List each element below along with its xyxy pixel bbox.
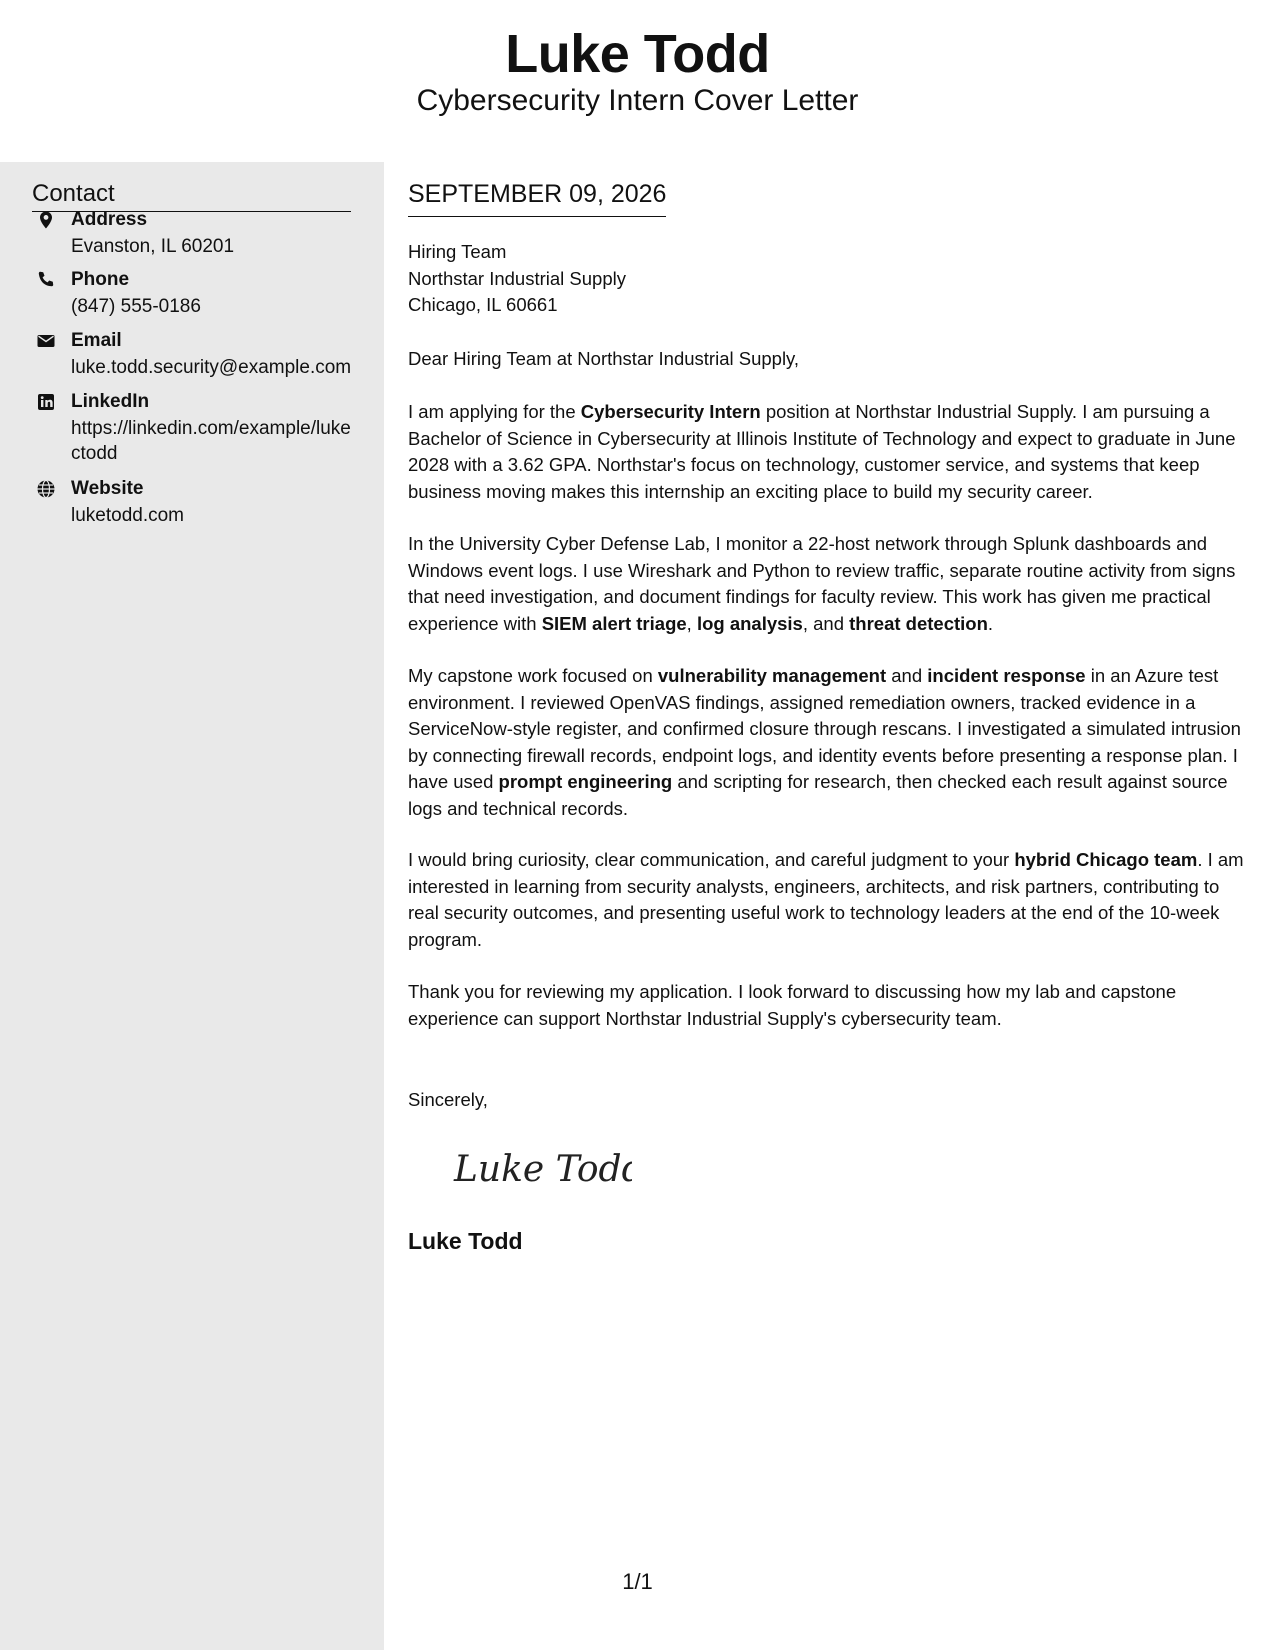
paragraph-text: position at Northstar Industrial Supply. I am pursuing a Bachelor of Science in Cybersecurity at Illinois Institute of Technology and expect to graduate in June 2028 with a 3.62 GPA. Northstar's focus on technology, customer service, and systems that keep business moving makes this internship an exciting place to build my security career. [408, 401, 1236, 502]
phone-icon [36, 270, 56, 290]
globe-icon [36, 479, 56, 499]
contact-heading: Contact [32, 178, 351, 212]
salutation: Dear Hiring Team at Northstar Industrial Supply, [408, 348, 800, 369]
contact-label: LinkedIn [71, 391, 150, 412]
bold-phrase: SIEM alert triage [541, 612, 687, 634]
paragraph-text: . I am interested in learning from security analysts, engineers, architects, and risk partners, contributing to real security outcomes, and presenting useful work to technology leaders at the end of the 10-week program. [408, 849, 1244, 950]
letter-header [0, 0, 1275, 160]
bold-phrase: incident response [927, 665, 1086, 686]
bold-phrase: threat detection [849, 612, 988, 634]
paragraph-text: in an Azure test environment. I reviewed OpenVAS findings, assigned remediation owners, tracked evidence in a ServiceNow-style register, and confirmed closure through rescans. I investigated a simulated intrusion by connecting firewall records, endpoint logs, and identity events before presenting a response plan. I have used [408, 665, 1241, 792]
bold-phrase: vulnerability management [657, 665, 887, 686]
paragraph-text: . [987, 612, 994, 634]
letter-paragraph [408, 399, 1253, 505]
contact-value: Evanston, IL 60201 [71, 236, 235, 257]
envelope-icon [36, 331, 56, 351]
applicant-name: Luke Todd [505, 24, 770, 84]
paragraph-text: I am applying for the [408, 401, 581, 422]
recipient-line: Northstar Industrial Supply [408, 267, 626, 289]
letter-paragraph [408, 663, 1253, 822]
closing: Sincerely, [408, 1089, 488, 1110]
contact-label: Address [71, 209, 148, 230]
recipient-block [408, 239, 626, 319]
paragraph-text: and scripting for research, then checked each result against source logs and technical records. [408, 771, 1228, 819]
signer-name: Luke Todd [408, 1228, 523, 1254]
contact-label: Email [71, 330, 122, 351]
letter-date: SEPTEMBER 09, 2026 [408, 178, 666, 217]
contact-sidebar [0, 162, 384, 1650]
contact-value[interactable]: luketodd.com [71, 505, 185, 526]
letter-paragraph [408, 531, 1253, 637]
paragraph-text: In the University Cyber Defense Lab, I monitor a 22-host network through Splunk dashboards and Windows event logs. I use Wireshark and Python to review traffic, separate routine activity from signs that need investigation, and document findings for faculty review. This work has given me practical experience with [408, 533, 1236, 634]
contact-value: (847) 555-0186 [71, 296, 201, 317]
contact-value[interactable]: luke.todd.security@example.com [71, 357, 352, 378]
letter-paragraph [408, 979, 1253, 1032]
paragraph-text: My capstone work focused on [408, 665, 658, 686]
recipient-line: Chicago, IL 60661 [408, 294, 558, 315]
document-subtitle: Cybersecurity Intern Cover Letter [416, 84, 859, 117]
paragraph-text: and [886, 665, 928, 686]
bold-phrase: log analysis [696, 612, 803, 634]
bold-phrase: hybrid Chicago team [1014, 849, 1198, 870]
linkedin-icon [36, 392, 56, 412]
paragraph-text: , and [802, 612, 850, 634]
paragraph-text: , [686, 612, 697, 634]
bold-phrase: Cybersecurity Intern [580, 401, 761, 422]
page-number: 1/1 [622, 1569, 653, 1594]
paragraph-text: I would bring curiosity, clear communication, and careful judgment to your [408, 849, 1015, 870]
paragraph-text: Thank you for reviewing my application. I look forward to discussing how my lab and capstone experience can support Northstar Industrial Supply's cybersecurity team. [408, 981, 1177, 1029]
contact-label: Phone [71, 269, 130, 290]
map-pin-icon [36, 210, 56, 230]
contact-label: Website [71, 478, 144, 499]
signature [452, 1137, 632, 1197]
contact-value[interactable]: https://linkedin.com/example/lukectodd [71, 418, 351, 464]
recipient-line: Hiring Team [408, 241, 507, 262]
letter-paragraph [408, 847, 1253, 953]
bold-phrase: prompt engineering [498, 771, 673, 792]
signature-text: Luke Todd [454, 1149, 632, 1190]
